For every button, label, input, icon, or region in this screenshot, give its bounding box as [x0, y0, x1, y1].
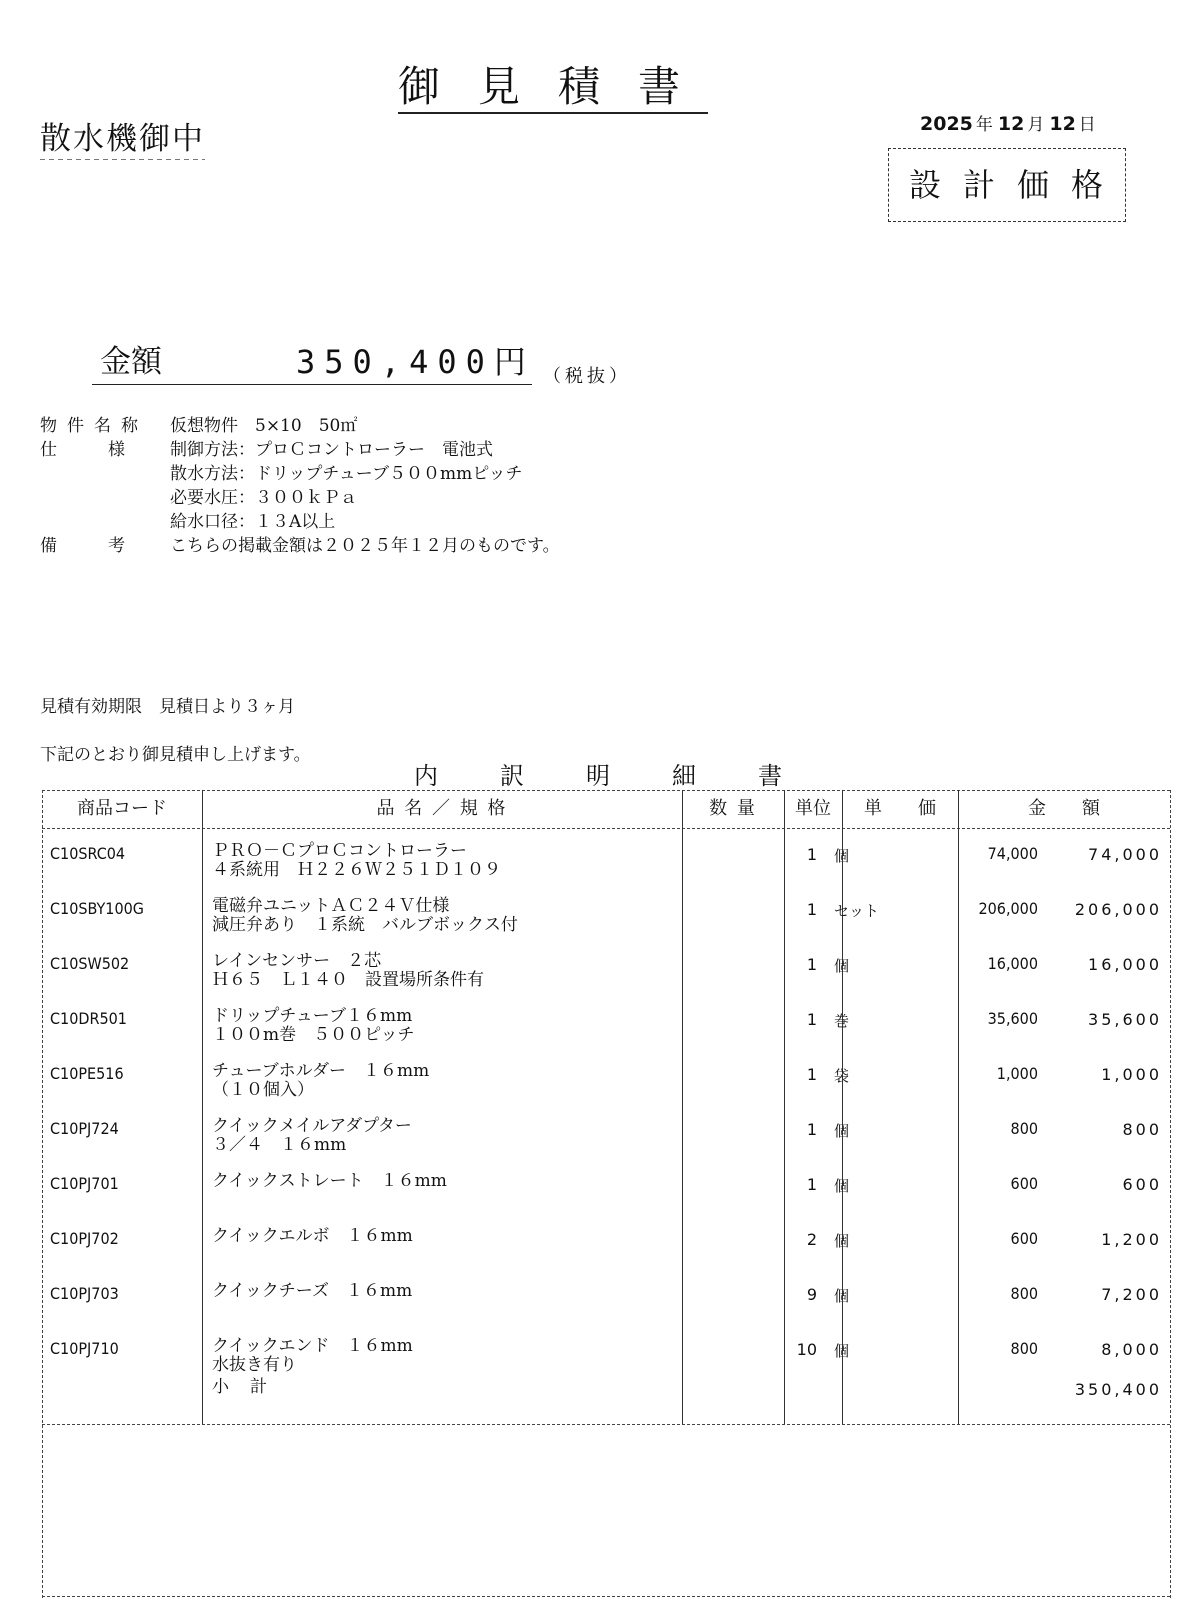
item-name	[212, 1062, 429, 1100]
item-amount: 800	[1122, 1120, 1162, 1139]
item-unit: 個	[834, 1232, 850, 1250]
item-quantity: 1	[806, 1010, 817, 1029]
item-name-line1: ドリップチューブ１６mm	[212, 1006, 413, 1026]
item-unit: 個	[834, 1342, 850, 1360]
item-code: C10DR501	[50, 1009, 127, 1028]
page-title: 御見積書	[398, 64, 708, 114]
item-code: C10SRC04	[50, 844, 126, 863]
total-amount-label: 金額	[100, 344, 162, 380]
item-unit-price: 800	[1010, 1339, 1038, 1358]
item-name-line1: ＰＲＯ－ＣプロＣコントローラー	[212, 841, 467, 861]
item-name-line2: ４系統用 Ｈ２２６Ｗ２５１Ｄ１０９	[212, 860, 501, 880]
date-year: 2025	[920, 113, 973, 135]
item-amount: 206,000	[1074, 900, 1162, 919]
item-unit: 個	[834, 957, 850, 975]
item-unit-price: 600	[1010, 1174, 1038, 1193]
item-name-line1: チューブホルダー １６mm	[212, 1061, 430, 1081]
table-row	[42, 993, 1170, 1050]
item-quantity: 1	[806, 1120, 817, 1139]
table-bottom-border	[42, 1596, 1170, 1597]
item-code: C10PJ701	[50, 1174, 119, 1193]
item-unit: セット	[834, 902, 880, 920]
spec-value: こちらの掲載金額は２０２５年１２月のものです。	[170, 536, 560, 556]
item-unit-price: 800	[1010, 1284, 1038, 1303]
item-name	[212, 952, 484, 990]
item-quantity: 2	[806, 1230, 817, 1249]
item-code: C10PE516	[50, 1064, 124, 1083]
item-name-line1: レインセンサー ２芯	[212, 951, 382, 971]
item-unit-price: 35,600	[987, 1009, 1038, 1028]
item-quantity: 9	[806, 1285, 817, 1304]
subtotal-label: 小 計	[212, 1377, 269, 1397]
table-row	[42, 1323, 1170, 1380]
total-amount-number: 350,400	[296, 343, 494, 381]
date-year-kanji: 年	[975, 115, 993, 135]
item-unit: 個	[834, 1287, 850, 1305]
total-amount-value	[296, 342, 526, 382]
item-name-line1: クイックストレート １６mm	[212, 1171, 447, 1191]
item-name	[212, 1117, 412, 1155]
item-name-line1: クイックチーズ １６mm	[212, 1281, 413, 1301]
total-amount-block	[92, 342, 532, 385]
intro-text: 下記のとおり御見積申し上げます。	[40, 745, 311, 765]
item-name	[212, 897, 518, 935]
yen-mark: 円	[493, 343, 526, 381]
spec-value: 必要水圧：３００ｋＰａ	[170, 488, 357, 508]
item-amount: 1,000	[1101, 1065, 1162, 1084]
header-price: 単 価	[864, 798, 936, 819]
price-type-stamp: 設計価格	[888, 148, 1126, 222]
detail-table	[42, 790, 1170, 1604]
item-code: C10PJ724	[50, 1119, 119, 1138]
header-amount: 金 額	[1028, 798, 1100, 819]
table-row	[42, 1268, 1170, 1325]
date-day: 12	[1049, 113, 1076, 135]
header-unit: 単位	[795, 798, 831, 819]
item-unit: 個	[834, 1177, 850, 1195]
item-name-line2: １００m巻 ５００ピッチ	[212, 1025, 415, 1045]
item-quantity: 1	[806, 1065, 817, 1084]
item-unit: 巻	[834, 1012, 850, 1030]
item-amount: 600	[1122, 1175, 1162, 1194]
item-unit-price: 206,000	[978, 899, 1038, 918]
spec-value: 仮想物件 5×10 50㎡	[170, 416, 358, 436]
item-unit: 個	[834, 847, 850, 865]
item-name	[212, 1172, 447, 1191]
spec-label: 仕 様	[40, 440, 125, 460]
item-amount: 16,000	[1088, 955, 1162, 974]
item-name-line2: 水抜き有り	[212, 1355, 297, 1375]
table-row	[42, 828, 1170, 885]
item-amount: 1,200	[1101, 1230, 1162, 1249]
item-amount: 35,600	[1088, 1010, 1162, 1029]
subtotal-row	[42, 1378, 1170, 1435]
header-qty: 数 量	[709, 798, 757, 819]
item-name	[212, 1337, 413, 1375]
item-name-line1: クイックエンド １６mm	[212, 1336, 413, 1356]
right-border	[1170, 790, 1171, 1598]
subtotal-amount: 350,400	[1074, 1380, 1162, 1399]
table-row	[42, 883, 1170, 940]
item-unit-price: 600	[1010, 1229, 1038, 1248]
spec-label: 物件名称	[40, 416, 148, 436]
item-unit-price: 1,000	[996, 1064, 1038, 1083]
item-code: C10PJ710	[50, 1339, 119, 1358]
item-quantity: 1	[806, 955, 817, 974]
item-name	[212, 1227, 413, 1246]
item-quantity: 1	[806, 1175, 817, 1194]
header-code: 商品コード	[77, 798, 167, 819]
recipient: 散水機御中	[40, 120, 205, 160]
date-day-kanji: 日	[1078, 115, 1096, 135]
item-quantity: 1	[806, 900, 817, 919]
item-name-line2: （１０個入）	[212, 1080, 314, 1100]
item-unit: 袋	[834, 1067, 850, 1085]
table-row	[42, 938, 1170, 995]
table-row	[42, 1213, 1170, 1270]
item-unit-price: 800	[1010, 1119, 1038, 1138]
item-name-line2: ３／４ １６mm	[212, 1135, 347, 1155]
date-month-kanji: 月	[1027, 115, 1045, 135]
table-row	[42, 1048, 1170, 1105]
item-name	[212, 1282, 412, 1301]
issue-date	[920, 110, 1101, 135]
item-quantity: 1	[806, 845, 817, 864]
item-amount: 7,200	[1101, 1285, 1162, 1304]
item-name-line2: Ｈ６５ Ｌ１４０ 設置場所条件有	[212, 970, 484, 990]
item-unit-price: 16,000	[987, 954, 1038, 973]
item-name-line2: 減圧弁あり １系統 バルブボックス付	[212, 915, 518, 935]
table-row	[42, 1103, 1170, 1160]
item-quantity: 10	[796, 1340, 817, 1359]
item-code: C10SW502	[50, 954, 130, 973]
detail-title: 内訳明細書	[414, 762, 844, 790]
header-name: 品 名 ／ 規 格	[376, 798, 508, 819]
spec-value: 散水方法：ドリップチューブ５００mmピッチ	[170, 464, 523, 484]
item-name	[212, 842, 501, 880]
item-name	[212, 1007, 414, 1045]
spec-value: 制御方法：プロＣコントローラー 電池式	[170, 440, 493, 460]
spec-label: 備 考	[40, 536, 125, 556]
item-name-line1: クイックメイルアダプター	[212, 1116, 412, 1136]
item-code: C10PJ702	[50, 1229, 119, 1248]
validity-period: 見積有効期限 見積日より３ヶ月	[40, 697, 295, 717]
tax-note: （税抜）	[543, 366, 631, 387]
date-month: 12	[997, 113, 1025, 135]
item-code: C10SBY100G	[50, 899, 144, 918]
item-amount: 8,000	[1101, 1340, 1162, 1359]
item-unit: 個	[834, 1122, 850, 1140]
table-row	[42, 1158, 1170, 1215]
spec-value: 給水口径：１３A以上	[170, 512, 336, 532]
item-name-line1: クイックエルボ １６mm	[212, 1226, 413, 1246]
item-amount: 74,000	[1088, 845, 1162, 864]
item-unit-price: 74,000	[987, 844, 1038, 863]
item-name-line1: 電磁弁ユニットＡＣ２４Ｖ仕様	[212, 896, 450, 916]
item-code: C10PJ703	[50, 1284, 119, 1303]
